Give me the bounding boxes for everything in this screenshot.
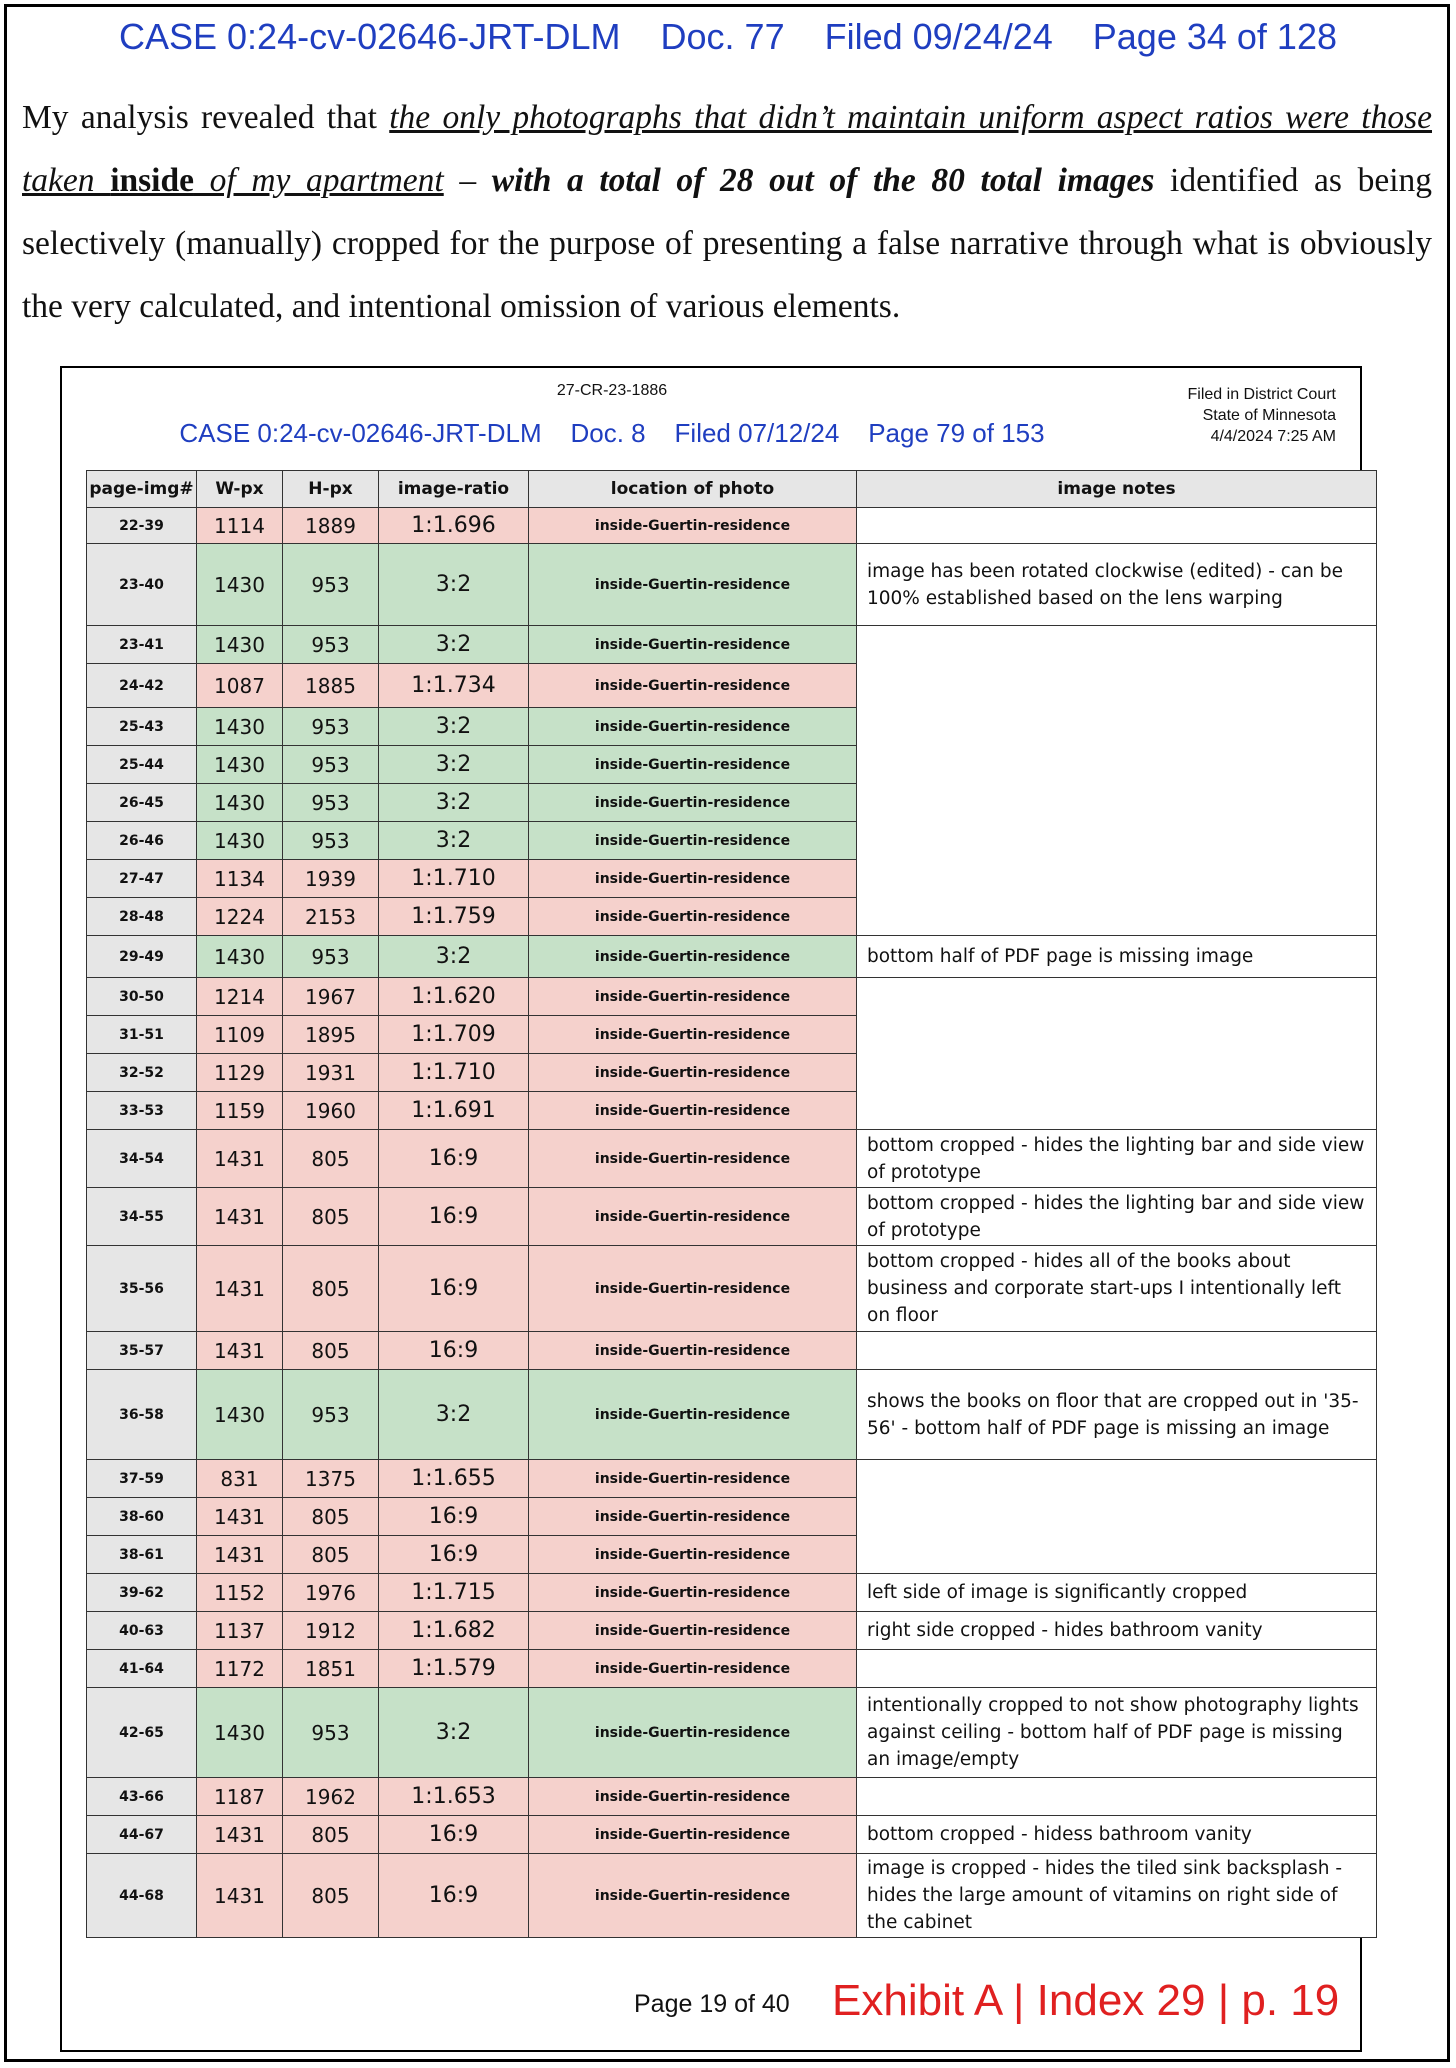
height-cell: 1931 (283, 1054, 379, 1092)
image-note-cell: intentionally cropped to not show photography lights against ceiling - bottom half of PDF page is missing an image/empty (857, 1688, 1377, 1778)
width-cell: 1430 (197, 746, 283, 784)
page-img-cell: 22-39 (87, 508, 197, 544)
image-note-cell (857, 1460, 1377, 1574)
table-row (87, 1688, 1377, 1778)
location-cell: inside-Guertin-residence (529, 544, 857, 626)
ratio-cell: 3:2 (379, 822, 529, 860)
table-row (87, 1460, 1377, 1498)
table-row (87, 1854, 1377, 1938)
height-cell: 805 (283, 1816, 379, 1854)
page-img-cell: 36-58 (87, 1370, 197, 1460)
page-img-cell: 24-42 (87, 664, 197, 708)
height-cell: 953 (283, 626, 379, 664)
page-img-cell: 25-43 (87, 708, 197, 746)
page-img-cell: 39-62 (87, 1574, 197, 1612)
location-cell: inside-Guertin-residence (529, 936, 857, 978)
height-cell: 805 (283, 1332, 379, 1370)
page-img-cell: 23-40 (87, 544, 197, 626)
table-row (87, 978, 1377, 1016)
table-row (87, 544, 1377, 626)
image-note-cell: shows the books on floor that are cropped out in '35-56' - bottom half of PDF page is missing an image (857, 1370, 1377, 1460)
location-cell: inside-Guertin-residence (529, 1816, 857, 1854)
para-inside-bold: inside (110, 162, 194, 199)
filed-line-1: Filed in District Court (1187, 386, 1336, 403)
table-row (87, 1650, 1377, 1688)
image-note-cell: right side cropped - hides bathroom vanity (857, 1612, 1377, 1650)
image-note-cell: bottom half of PDF page is missing image (857, 936, 1377, 978)
location-cell: inside-Guertin-residence (529, 1612, 857, 1650)
height-cell: 1939 (283, 860, 379, 898)
width-cell: 1114 (197, 508, 283, 544)
page-img-cell: 33-53 (87, 1092, 197, 1130)
ratio-cell: 16:9 (379, 1536, 529, 1574)
table-row (87, 1778, 1377, 1816)
filed-stamp (1188, 384, 1336, 447)
page-img-cell: 31-51 (87, 1016, 197, 1054)
location-cell: inside-Guertin-residence (529, 784, 857, 822)
ratio-cell: 16:9 (379, 1188, 529, 1246)
table-row (87, 936, 1377, 978)
location-cell: inside-Guertin-residence (529, 1246, 857, 1332)
location-cell: inside-Guertin-residence (529, 822, 857, 860)
page-img-cell: 34-55 (87, 1188, 197, 1246)
ratio-cell: 3:2 (379, 626, 529, 664)
case-header: CASE 0:24-cv-02646-JRT-DLM Doc. 77 Filed 09/24/24 Page 34 of 128 (119, 16, 1337, 57)
height-cell: 953 (283, 822, 379, 860)
width-cell: 1214 (197, 978, 283, 1016)
ratio-cell: 3:2 (379, 1688, 529, 1778)
page-img-cell: 42-65 (87, 1688, 197, 1778)
page-img-cell: 35-57 (87, 1332, 197, 1370)
ratio-cell: 16:9 (379, 1498, 529, 1536)
image-ratio-table (86, 470, 1377, 1938)
location-cell: inside-Guertin-residence (529, 508, 857, 544)
filed-line-2: State of Minnesota (1202, 407, 1336, 424)
height-cell: 953 (283, 1370, 379, 1460)
page-img-cell: 43-66 (87, 1778, 197, 1816)
height-cell: 1962 (283, 1778, 379, 1816)
location-cell: inside-Guertin-residence (529, 664, 857, 708)
width-cell: 1129 (197, 1054, 283, 1092)
exhibit-case-header: CASE 0:24-cv-02646-JRT-DLM Doc. 8 Filed 07/12/24 Page 79 of 153 (179, 418, 1045, 448)
height-cell: 953 (283, 784, 379, 822)
location-cell: inside-Guertin-residence (529, 1130, 857, 1188)
ratio-cell: 3:2 (379, 746, 529, 784)
location-cell: inside-Guertin-residence (529, 978, 857, 1016)
page-footer: Page 19 of 40 (634, 1990, 790, 2018)
table-header-row (87, 471, 1377, 508)
table-row (87, 508, 1377, 544)
page-img-cell: 26-46 (87, 822, 197, 860)
height-cell: 1912 (283, 1612, 379, 1650)
page-img-cell: 40-63 (87, 1612, 197, 1650)
ratio-cell: 16:9 (379, 1130, 529, 1188)
width-cell: 1431 (197, 1816, 283, 1854)
page-img-cell: 44-68 (87, 1854, 197, 1938)
height-cell: 1889 (283, 508, 379, 544)
page-img-cell: 44-67 (87, 1816, 197, 1854)
width-cell: 1430 (197, 1370, 283, 1460)
image-note-cell (857, 1778, 1377, 1816)
table-row (87, 1332, 1377, 1370)
location-cell: inside-Guertin-residence (529, 708, 857, 746)
width-cell: 1430 (197, 822, 283, 860)
width-cell: 1431 (197, 1246, 283, 1332)
width-cell: 1172 (197, 1650, 283, 1688)
ratio-cell: 3:2 (379, 936, 529, 978)
location-cell: inside-Guertin-residence (529, 1460, 857, 1498)
width-cell: 1109 (197, 1016, 283, 1054)
location-cell: inside-Guertin-residence (529, 1574, 857, 1612)
height-cell: 1375 (283, 1460, 379, 1498)
width-cell: 1431 (197, 1854, 283, 1938)
ratio-cell: 1:1.653 (379, 1778, 529, 1816)
height-cell: 953 (283, 544, 379, 626)
table-row (87, 1188, 1377, 1246)
width-cell: 1224 (197, 898, 283, 936)
para-text-2: identified as being selectively (manually) cropped for the purpose of presenting a false narrative through what is obviously the very calculated, and intentional omission of various elements. (22, 162, 1433, 325)
image-note-cell: bottom cropped - hides the lighting bar and side view of prototype (857, 1130, 1377, 1188)
height-cell: 1895 (283, 1016, 379, 1054)
image-note-cell: image has been rotated clockwise (edited) - can be 100% established based on the lens warping (857, 544, 1377, 626)
exhibit-label: Exhibit A | Index 29 | p. 19 (832, 1976, 1340, 2025)
width-cell: 1152 (197, 1574, 283, 1612)
width-cell: 1159 (197, 1092, 283, 1130)
height-cell: 1960 (283, 1092, 379, 1130)
location-cell: inside-Guertin-residence (529, 1854, 857, 1938)
height-cell: 805 (283, 1854, 379, 1938)
para-text-1: My analysis revealed that (22, 99, 390, 136)
location-cell: inside-Guertin-residence (529, 1650, 857, 1688)
table-row (87, 1246, 1377, 1332)
width-cell: 1431 (197, 1130, 283, 1188)
location-cell: inside-Guertin-residence (529, 1778, 857, 1816)
ratio-cell: 1:1.620 (379, 978, 529, 1016)
filed-line-3: 4/4/2024 7:25 AM (1210, 428, 1336, 445)
width-cell: 1431 (197, 1498, 283, 1536)
table-row (87, 1612, 1377, 1650)
width-cell: 1187 (197, 1778, 283, 1816)
ratio-cell: 1:1.715 (379, 1574, 529, 1612)
width-cell: 1134 (197, 860, 283, 898)
ratio-cell: 3:2 (379, 708, 529, 746)
location-cell: inside-Guertin-residence (529, 1498, 857, 1536)
page-img-cell: 27-47 (87, 860, 197, 898)
ratio-cell: 3:2 (379, 784, 529, 822)
page-img-cell: 26-45 (87, 784, 197, 822)
table-row (87, 626, 1377, 664)
ratio-cell: 1:1.710 (379, 1054, 529, 1092)
table-row (87, 1816, 1377, 1854)
image-note-cell (857, 978, 1377, 1130)
ratio-cell: 3:2 (379, 544, 529, 626)
width-cell: 1430 (197, 708, 283, 746)
location-cell: inside-Guertin-residence (529, 898, 857, 936)
ratio-cell: 16:9 (379, 1246, 529, 1332)
image-note-cell (857, 1650, 1377, 1688)
location-cell: inside-Guertin-residence (529, 1370, 857, 1460)
column-header: location of photo (529, 471, 857, 508)
width-cell: 1431 (197, 1188, 283, 1246)
image-note-cell: bottom cropped - hides all of the books about business and corporate start-ups I intentionally left on floor (857, 1246, 1377, 1332)
page-img-cell: 41-64 (87, 1650, 197, 1688)
page-img-cell: 25-44 (87, 746, 197, 784)
height-cell: 805 (283, 1188, 379, 1246)
page-img-cell: 23-41 (87, 626, 197, 664)
table-body (87, 508, 1377, 1938)
width-cell: 1430 (197, 784, 283, 822)
width-cell: 1430 (197, 936, 283, 978)
column-header: image-ratio (379, 471, 529, 508)
column-header: image notes (857, 471, 1377, 508)
ratio-cell: 16:9 (379, 1332, 529, 1370)
ratio-cell: 1:1.709 (379, 1016, 529, 1054)
image-note-cell (857, 508, 1377, 544)
height-cell: 953 (283, 708, 379, 746)
para-underlined-text: the only photographs that didn’t maintain uniform aspect ratios were those taken (22, 99, 1432, 199)
location-cell: inside-Guertin-residence (529, 1536, 857, 1574)
page-img-cell: 30-50 (87, 978, 197, 1016)
image-note-cell (857, 1332, 1377, 1370)
ratio-cell: 16:9 (379, 1816, 529, 1854)
ratio-cell: 1:1.579 (379, 1650, 529, 1688)
location-cell: inside-Guertin-residence (529, 626, 857, 664)
height-cell: 953 (283, 1688, 379, 1778)
ratio-cell: 3:2 (379, 1370, 529, 1460)
page-img-cell: 38-60 (87, 1498, 197, 1536)
para-dash: – (443, 162, 492, 199)
table-row (87, 1574, 1377, 1612)
ratio-cell: 1:1.691 (379, 1092, 529, 1130)
width-cell: 1087 (197, 664, 283, 708)
image-note-cell: bottom cropped - hidess bathroom vanity (857, 1816, 1377, 1854)
height-cell: 2153 (283, 898, 379, 936)
page-img-cell: 28-48 (87, 898, 197, 936)
para-underlined-text-2: of my apartment (193, 162, 444, 199)
ratio-cell: 1:1.696 (379, 508, 529, 544)
column-header: page-img# (87, 471, 197, 508)
court-case-number: 27-CR-23-1886 (556, 382, 668, 399)
analysis-paragraph (22, 86, 1432, 338)
height-cell: 805 (283, 1498, 379, 1536)
location-cell: inside-Guertin-residence (529, 1332, 857, 1370)
ratio-cell: 1:1.682 (379, 1612, 529, 1650)
ratio-cell: 1:1.710 (379, 860, 529, 898)
height-cell: 1885 (283, 664, 379, 708)
page-img-cell: 37-59 (87, 1460, 197, 1498)
table-row (87, 1130, 1377, 1188)
page-img-cell: 32-52 (87, 1054, 197, 1092)
image-note-cell (857, 626, 1377, 936)
width-cell: 1431 (197, 1536, 283, 1574)
location-cell: inside-Guertin-residence (529, 1092, 857, 1130)
width-cell: 1137 (197, 1612, 283, 1650)
height-cell: 953 (283, 746, 379, 784)
page-img-cell: 38-61 (87, 1536, 197, 1574)
ratio-cell: 1:1.759 (379, 898, 529, 936)
para-bold-italic: with a total of 28 out of the 80 total images (491, 162, 1155, 199)
ratio-cell: 1:1.655 (379, 1460, 529, 1498)
column-header: H-px (283, 471, 379, 508)
location-cell: inside-Guertin-residence (529, 1054, 857, 1092)
column-header: W-px (197, 471, 283, 508)
width-cell: 1430 (197, 1688, 283, 1778)
width-cell: 1431 (197, 1332, 283, 1370)
location-cell: inside-Guertin-residence (529, 1188, 857, 1246)
height-cell: 805 (283, 1130, 379, 1188)
location-cell: inside-Guertin-residence (529, 1688, 857, 1778)
height-cell: 1851 (283, 1650, 379, 1688)
image-note-cell: left side of image is significantly cropped (857, 1574, 1377, 1612)
width-cell: 1430 (197, 626, 283, 664)
page-img-cell: 29-49 (87, 936, 197, 978)
location-cell: inside-Guertin-residence (529, 1016, 857, 1054)
height-cell: 805 (283, 1246, 379, 1332)
ratio-cell: 16:9 (379, 1854, 529, 1938)
width-cell: 831 (197, 1460, 283, 1498)
width-cell: 1430 (197, 544, 283, 626)
page-img-cell: 35-56 (87, 1246, 197, 1332)
exhibit-page (60, 366, 1365, 2052)
image-note-cell: image is cropped - hides the tiled sink backsplash - hides the large amount of vitamins on right side of the cabinet (857, 1854, 1377, 1938)
location-cell: inside-Guertin-residence (529, 860, 857, 898)
height-cell: 953 (283, 936, 379, 978)
location-cell: inside-Guertin-residence (529, 746, 857, 784)
page-img-cell: 34-54 (87, 1130, 197, 1188)
height-cell: 1976 (283, 1574, 379, 1612)
height-cell: 805 (283, 1536, 379, 1574)
table-row (87, 1370, 1377, 1460)
height-cell: 1967 (283, 978, 379, 1016)
image-note-cell: bottom cropped - hides the lighting bar and side view of prototype (857, 1188, 1377, 1246)
ratio-cell: 1:1.734 (379, 664, 529, 708)
